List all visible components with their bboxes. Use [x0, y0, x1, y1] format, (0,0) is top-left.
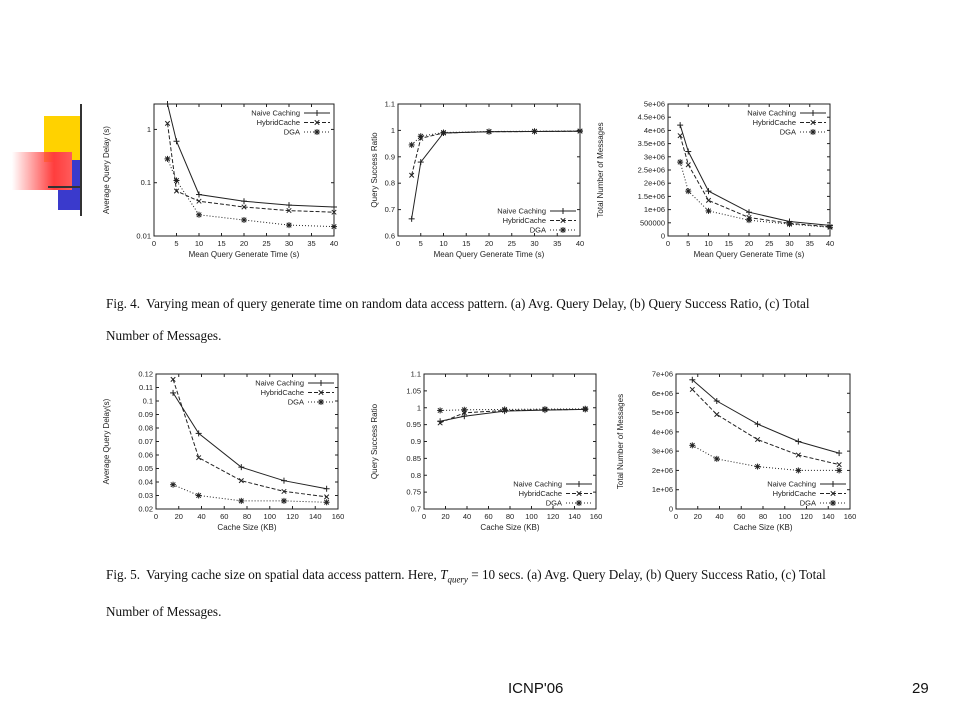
slide-decoration-red — [12, 152, 72, 190]
y-tick-label: 0.8 — [384, 178, 395, 188]
y-tick-label: 0.07 — [138, 437, 153, 446]
y-tick-label: 0.9 — [384, 152, 395, 162]
chart-fig4c-total-messages — [594, 96, 838, 271]
legend-label: Naive Caching — [767, 479, 816, 489]
x-axis-label: Cache Size (KB) — [480, 523, 540, 532]
legend-label: DGA — [287, 397, 304, 407]
series-line — [412, 131, 580, 175]
legend-label: HybridCache — [502, 216, 546, 225]
y-tick-label: 0.85 — [406, 453, 421, 463]
y-tick-label: 2e+06 — [643, 178, 665, 188]
y-tick-label: 0.7 — [410, 504, 421, 514]
x-tick-label: 80 — [505, 512, 515, 521]
x-tick-label: 60 — [737, 512, 746, 521]
data-point — [706, 198, 711, 203]
legend-label: HybridCache — [772, 489, 816, 498]
legend-label: Naive Caching — [497, 206, 546, 216]
data-point — [196, 493, 202, 499]
data-point — [281, 498, 287, 504]
legend-label: HybridCache — [260, 388, 304, 397]
fig5-caption-tag: Fig. 5. — [106, 567, 141, 582]
data-point — [165, 101, 171, 107]
legend-marker — [830, 481, 836, 487]
x-tick-label: 80 — [242, 512, 252, 521]
data-point — [171, 377, 176, 382]
x-tick-label: 35 — [307, 239, 316, 248]
series-line — [412, 131, 580, 145]
y-axis-label: Total Number of Messages — [616, 393, 625, 490]
data-point — [241, 217, 247, 223]
legend-marker — [560, 227, 566, 233]
x-axis-label: Mean Query Generate Time (s) — [433, 250, 545, 259]
data-point — [714, 456, 720, 462]
data-point — [582, 406, 588, 412]
x-tick-label: 10 — [194, 239, 204, 248]
x-tick-label: 160 — [843, 512, 857, 521]
x-tick-label: 30 — [785, 239, 794, 248]
legend-label: Naive Caching — [251, 108, 300, 118]
data-point — [174, 178, 180, 184]
x-tick-label: 120 — [800, 512, 813, 521]
fig4-caption-text: Varying mean of query generate time on random data access pattern. (a) Avg. Query Delay, (b) Query Success Ratio, (c) Total Number of Messages. — [106, 296, 810, 343]
legend-label: HybridCache — [518, 489, 562, 498]
footer-conference: ICNP'06 — [508, 680, 564, 697]
data-point — [241, 198, 247, 204]
x-tick-label: 40 — [197, 512, 206, 521]
legend-label: DGA — [545, 498, 562, 508]
x-tick-label: 35 — [553, 239, 562, 248]
data-point — [170, 482, 176, 488]
y-tick-label: 0.8 — [410, 470, 421, 480]
y-tick-label: 0.09 — [138, 410, 153, 419]
x-tick-label: 20 — [174, 512, 183, 521]
x-tick-label: 10 — [439, 239, 448, 248]
y-axis-label: Query Success Ratio — [370, 132, 379, 208]
legend-label: Naive Caching — [747, 108, 796, 118]
data-point — [486, 128, 492, 134]
x-tick-label: 25 — [262, 239, 271, 248]
data-point — [324, 499, 330, 505]
x-tick-label: 160 — [589, 512, 603, 521]
legend-marker — [318, 380, 324, 386]
y-tick-label: 0.95 — [406, 420, 421, 430]
data-point — [755, 437, 760, 442]
x-tick-label: 0 — [673, 512, 679, 521]
legend-marker — [576, 500, 582, 506]
data-point — [331, 204, 337, 210]
y-tick-label: 0.11 — [138, 383, 153, 392]
data-point — [170, 390, 176, 396]
x-tick-label: 40 — [329, 239, 339, 248]
data-point — [502, 406, 508, 412]
x-tick-label: 35 — [805, 239, 814, 248]
plot-frame — [156, 374, 338, 509]
data-point — [461, 413, 467, 419]
legend-label: DGA — [779, 127, 796, 137]
legend-label: DGA — [283, 127, 300, 137]
data-point — [409, 142, 415, 148]
x-tick-label: 20 — [693, 512, 702, 521]
y-axis-label: Query Success Ratio — [370, 403, 379, 480]
fig4-caption-tag: Fig. 4. — [106, 296, 141, 311]
data-point — [677, 159, 683, 165]
plot-frame — [668, 104, 830, 236]
data-point — [706, 188, 712, 194]
legend-marker — [314, 129, 320, 135]
x-axis-label: Mean Query Generate Time (s) — [188, 250, 300, 259]
x-tick-label: 120 — [286, 512, 299, 521]
slide-decoration-line — [80, 104, 82, 216]
x-tick-label: 0 — [395, 239, 401, 248]
x-axis-label: Cache Size (KB) — [733, 523, 793, 532]
y-tick-label: 1 — [146, 124, 151, 134]
series-line — [692, 445, 839, 470]
data-point — [685, 188, 691, 194]
data-point — [795, 467, 801, 473]
data-point — [196, 212, 202, 218]
legend-marker — [318, 399, 324, 405]
y-tick-label: 0.02 — [138, 504, 153, 514]
y-tick-label: 3e+06 — [643, 152, 665, 162]
y-tick-label: 0.03 — [138, 491, 153, 500]
y-tick-label: 0.1 — [142, 396, 153, 406]
x-tick-label: 25 — [507, 239, 516, 248]
x-tick-label: 20 — [239, 239, 249, 248]
plot-frame — [154, 104, 334, 236]
x-tick-label: 20 — [441, 512, 450, 521]
y-tick-label: 1e+06 — [643, 205, 665, 215]
data-point — [461, 407, 467, 413]
data-point — [165, 156, 171, 162]
data-point — [836, 467, 842, 473]
x-tick-label: 100 — [263, 512, 277, 521]
legend-label: HybridCache — [256, 118, 300, 127]
data-point — [174, 138, 180, 144]
y-tick-label: 0.7 — [384, 205, 395, 215]
y-tick-label: 5e+06 — [651, 408, 673, 418]
plot-frame — [398, 104, 580, 236]
legend-label: DGA — [799, 498, 816, 508]
series-line — [440, 409, 585, 421]
y-tick-label: 0.12 — [138, 369, 153, 379]
chart-fig4a-query-delay — [100, 96, 340, 271]
x-tick-label: 100 — [525, 512, 538, 521]
y-tick-label: 1.5e+06 — [637, 191, 665, 201]
y-axis-label: Average Query Delay(s) — [102, 398, 111, 485]
chart-fig5a-query-delay — [100, 366, 346, 544]
y-tick-label: 0.08 — [138, 423, 153, 433]
x-tick-label: 120 — [546, 512, 560, 521]
x-axis-label: Cache Size (KB) — [217, 523, 277, 532]
x-tick-label: 40 — [575, 239, 585, 248]
y-tick-label: 1 — [390, 125, 395, 135]
x-tick-label: 80 — [758, 512, 768, 521]
series-line — [412, 131, 580, 219]
fig5-caption-post: = 10 secs. (a) Avg. Query Delay, (b) Query Success Ratio, (c) Total Number of Messages. — [106, 567, 826, 619]
y-tick-label: 0.06 — [138, 450, 153, 460]
x-tick-label: 100 — [778, 512, 792, 521]
data-point — [542, 406, 548, 412]
plot-frame — [676, 374, 850, 509]
y-tick-label: 1.05 — [406, 386, 421, 396]
footer-page-number: 29 — [912, 680, 929, 697]
y-tick-label: 4e+06 — [651, 427, 673, 437]
data-point — [755, 464, 761, 470]
x-tick-label: 140 — [308, 512, 322, 521]
data-point — [532, 128, 538, 134]
x-tick-label: 40 — [825, 239, 835, 248]
x-tick-label: 0 — [153, 512, 159, 521]
legend-marker — [810, 129, 816, 135]
y-axis-label: Total Number of Messages — [596, 122, 605, 218]
y-tick-label: 500000 — [639, 218, 665, 228]
data-point — [677, 122, 683, 128]
x-tick-label: 40 — [462, 512, 472, 521]
data-point — [238, 498, 244, 504]
x-tick-label: 140 — [568, 512, 581, 521]
data-point — [281, 478, 287, 484]
y-tick-label: 2e+06 — [651, 465, 673, 475]
slide-decoration-line — [48, 186, 82, 188]
x-tick-label: 30 — [284, 239, 294, 248]
data-point — [827, 224, 833, 230]
data-point — [409, 216, 415, 222]
legend-label: HybridCache — [752, 118, 796, 127]
y-tick-label: 1e+06 — [651, 485, 673, 495]
x-tick-label: 60 — [484, 512, 493, 521]
y-tick-label: 1 — [416, 403, 421, 413]
legend-label: Naive Caching — [255, 378, 304, 388]
y-tick-label: 0 — [660, 231, 665, 241]
legend-marker — [560, 208, 566, 214]
legend-marker — [576, 481, 582, 487]
legend-marker — [314, 110, 320, 116]
data-point — [746, 217, 752, 223]
x-tick-label: 5 — [418, 239, 423, 248]
x-tick-label: 140 — [821, 512, 835, 521]
x-tick-label: 0 — [151, 239, 157, 248]
y-tick-label: 6e+06 — [651, 388, 673, 398]
x-tick-label: 40 — [715, 512, 724, 521]
x-tick-label: 20 — [744, 239, 754, 248]
x-tick-label: 15 — [217, 239, 226, 248]
x-tick-label: 0 — [421, 512, 427, 521]
chart-fig4b-success-ratio — [368, 96, 588, 271]
x-tick-label: 20 — [484, 239, 494, 248]
fig4-caption — [106, 288, 836, 352]
y-tick-label: 0.01 — [136, 231, 151, 241]
y-tick-label: 0.05 — [138, 464, 153, 473]
legend-label: DGA — [529, 225, 546, 235]
x-tick-label: 60 — [220, 512, 229, 521]
y-tick-label: 3e+06 — [651, 446, 673, 456]
data-point — [755, 421, 761, 427]
chart-fig5c-total-messages — [614, 366, 858, 544]
x-tick-label: 5 — [686, 239, 691, 248]
data-point — [418, 133, 424, 139]
series-line — [173, 393, 327, 489]
data-point — [690, 387, 695, 392]
series-line — [168, 104, 335, 207]
fig5-caption — [106, 559, 836, 628]
x-tick-label: 15 — [724, 239, 733, 248]
fig5-caption-math-sub: query — [447, 574, 468, 585]
y-tick-label: 4e+06 — [643, 125, 665, 135]
series-line — [680, 162, 830, 227]
data-point — [577, 128, 583, 134]
x-axis-label: Mean Query Generate Time (s) — [693, 250, 805, 259]
data-point — [836, 450, 842, 456]
x-tick-label: 10 — [704, 239, 713, 248]
series-line — [168, 123, 335, 212]
data-point — [286, 222, 292, 228]
legend-label: Naive Caching — [513, 479, 562, 489]
y-tick-label: 3.5e+06 — [637, 139, 665, 149]
data-point — [286, 202, 292, 208]
y-tick-label: 0.75 — [406, 487, 421, 497]
y-tick-label: 2.5e+06 — [637, 165, 665, 175]
y-tick-label: 1.1 — [410, 369, 421, 379]
data-point — [437, 407, 443, 413]
data-point — [196, 192, 202, 198]
x-tick-label: 25 — [765, 239, 774, 248]
x-tick-label: 160 — [331, 512, 345, 521]
data-point — [689, 442, 695, 448]
y-tick-label: 0.9 — [410, 437, 421, 446]
series-line — [168, 159, 335, 227]
y-tick-label: 0.1 — [140, 178, 151, 188]
y-tick-label: 0.04 — [138, 477, 153, 487]
x-tick-label: 0 — [665, 239, 671, 248]
x-tick-label: 30 — [530, 239, 539, 248]
data-point — [197, 199, 202, 204]
data-point — [837, 462, 842, 467]
y-tick-label: 1.1 — [384, 99, 395, 109]
data-point — [685, 149, 691, 155]
x-tick-label: 5 — [174, 239, 179, 248]
data-point — [746, 209, 752, 215]
y-tick-label: 7e+06 — [651, 369, 673, 379]
data-point — [324, 486, 330, 492]
y-axis-label: Average Query Delay (s) — [102, 126, 111, 214]
data-point — [795, 439, 801, 445]
legend-marker — [830, 500, 836, 506]
legend-marker — [810, 110, 816, 116]
fig5-caption-math-var: T — [440, 567, 448, 582]
series-line — [680, 125, 830, 225]
y-tick-label: 5e+06 — [643, 99, 665, 109]
chart-fig5b-success-ratio — [368, 366, 604, 544]
data-point — [715, 412, 720, 417]
data-point — [441, 130, 447, 136]
data-point — [706, 208, 712, 214]
data-point — [331, 224, 337, 230]
data-point — [787, 221, 793, 227]
y-tick-label: 4.5e+06 — [637, 112, 665, 122]
plot-frame — [424, 374, 596, 509]
y-tick-label: 0.6 — [384, 231, 395, 241]
data-point — [686, 162, 691, 167]
y-tick-label: 0 — [668, 504, 673, 514]
x-tick-label: 15 — [462, 239, 471, 248]
fig5-caption-pre: Varying cache size on spatial data access pattern. Here, — [146, 567, 437, 582]
